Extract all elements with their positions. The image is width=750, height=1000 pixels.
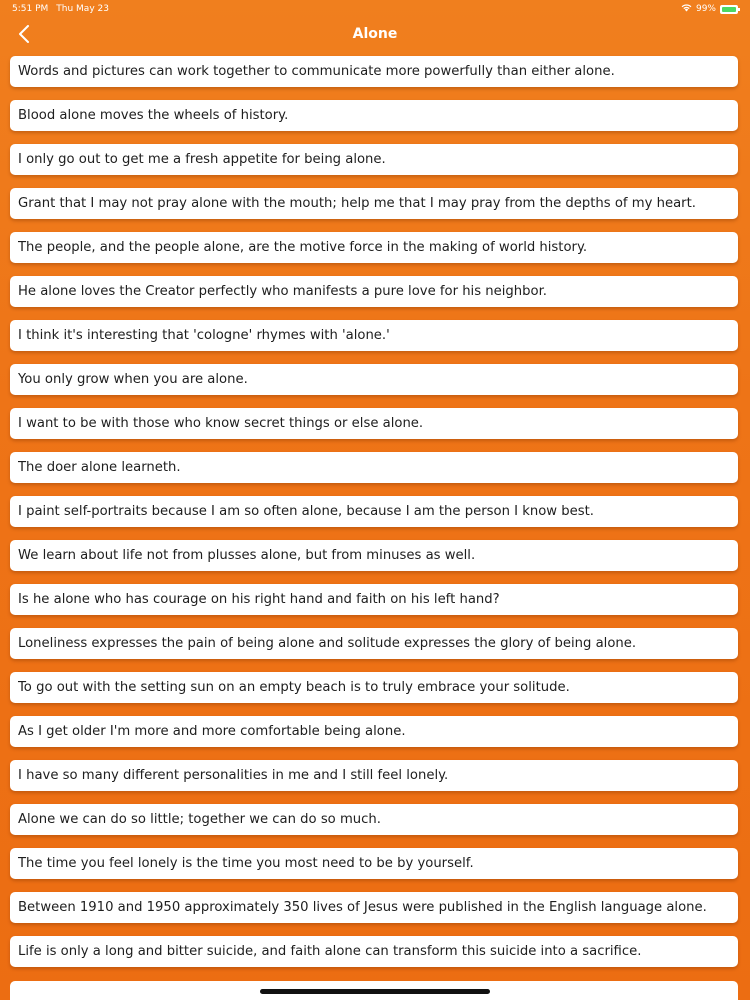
quote-text: He alone loves the Creator perfectly who manifests a pure love for his neighbor. bbox=[18, 284, 547, 299]
quote-card[interactable] bbox=[10, 232, 738, 263]
quote-text: Is he alone who has courage on his right hand and faith on his left hand? bbox=[18, 592, 500, 607]
quote-text: The people, and the people alone, are the motive force in the making of world history. bbox=[18, 240, 588, 255]
quote-text: Grant that I may not pray alone with the mouth; help me that I may pray from the depths of my heart. bbox=[18, 196, 696, 211]
quote-text: You only grow when you are alone. bbox=[18, 372, 248, 387]
quote-card[interactable] bbox=[10, 848, 738, 879]
quote-text: The time you feel lonely is the time you most need to be by yourself. bbox=[18, 856, 474, 871]
battery-percent: 99% bbox=[695, 4, 716, 14]
quote-list bbox=[10, 56, 738, 980]
quote-text: I only go out to get me a fresh appetite for being alone. bbox=[18, 152, 386, 167]
quote-card[interactable] bbox=[10, 496, 738, 527]
quote-text: As I get older I'm more and more comfortable being alone. bbox=[18, 724, 406, 739]
quote-card[interactable] bbox=[10, 56, 738, 87]
quote-text: Life is only a long and bitter suicide, and faith alone can transform this suicide into a sacrifice. bbox=[18, 944, 642, 959]
status-right bbox=[681, 3, 738, 15]
quote-text: Words and pictures can work together to communicate more powerfully than either alone. bbox=[18, 64, 615, 79]
status-time: 5:51 PM bbox=[12, 4, 49, 14]
chevron-left-icon bbox=[18, 25, 30, 43]
quote-card[interactable] bbox=[10, 760, 738, 791]
quote-text: We learn about life not from plusses alone, but from minuses as well. bbox=[18, 548, 476, 563]
quote-text: Blood alone moves the wheels of history. bbox=[18, 108, 289, 123]
quote-text: Loneliness expresses the pain of being alone and solitude expresses the glory of being alone. bbox=[18, 636, 637, 651]
quote-text: I have so many different personalities in me and I still feel lonely. bbox=[18, 768, 449, 783]
quote-text: Alone we can do so little; together we can do so much. bbox=[18, 812, 381, 827]
quote-card[interactable] bbox=[10, 892, 738, 923]
quote-card[interactable] bbox=[10, 628, 738, 659]
quote-card[interactable] bbox=[10, 364, 738, 395]
quote-text: I paint self-portraits because I am so often alone, because I am the person I know best. bbox=[18, 504, 594, 519]
quote-card[interactable] bbox=[10, 716, 738, 747]
status-date: Thu May 23 bbox=[56, 4, 109, 14]
quote-card[interactable] bbox=[10, 936, 738, 967]
quote-card[interactable] bbox=[10, 584, 738, 615]
quote-card[interactable] bbox=[10, 452, 738, 483]
quote-text: Between 1910 and 1950 approximately 350 lives of Jesus were published in the English language alone. bbox=[18, 900, 707, 915]
quote-card[interactable] bbox=[10, 144, 738, 175]
quote-card[interactable] bbox=[10, 276, 738, 307]
home-indicator[interactable] bbox=[260, 989, 490, 994]
page-title: Alone bbox=[352, 26, 398, 42]
status-bar bbox=[0, 0, 750, 18]
quote-text: The doer alone learneth. bbox=[18, 460, 181, 475]
quote-card[interactable] bbox=[10, 672, 738, 703]
status-left bbox=[12, 4, 109, 14]
quote-card[interactable] bbox=[10, 188, 738, 219]
quote-card[interactable] bbox=[10, 320, 738, 351]
nav-bar bbox=[0, 18, 750, 50]
quote-text: I want to be with those who know secret things or else alone. bbox=[18, 416, 424, 431]
quote-card[interactable] bbox=[10, 100, 738, 131]
quote-card[interactable] bbox=[10, 408, 738, 439]
quote-card[interactable] bbox=[10, 804, 738, 835]
quote-text: To go out with the setting sun on an empty beach is to truly embrace your solitude. bbox=[18, 680, 570, 695]
battery-icon bbox=[720, 5, 738, 14]
wifi-icon bbox=[681, 3, 692, 15]
quote-text: I think it's interesting that 'cologne' rhymes with 'alone.' bbox=[18, 328, 390, 343]
back-button[interactable] bbox=[12, 22, 36, 46]
quote-card[interactable] bbox=[10, 540, 738, 571]
